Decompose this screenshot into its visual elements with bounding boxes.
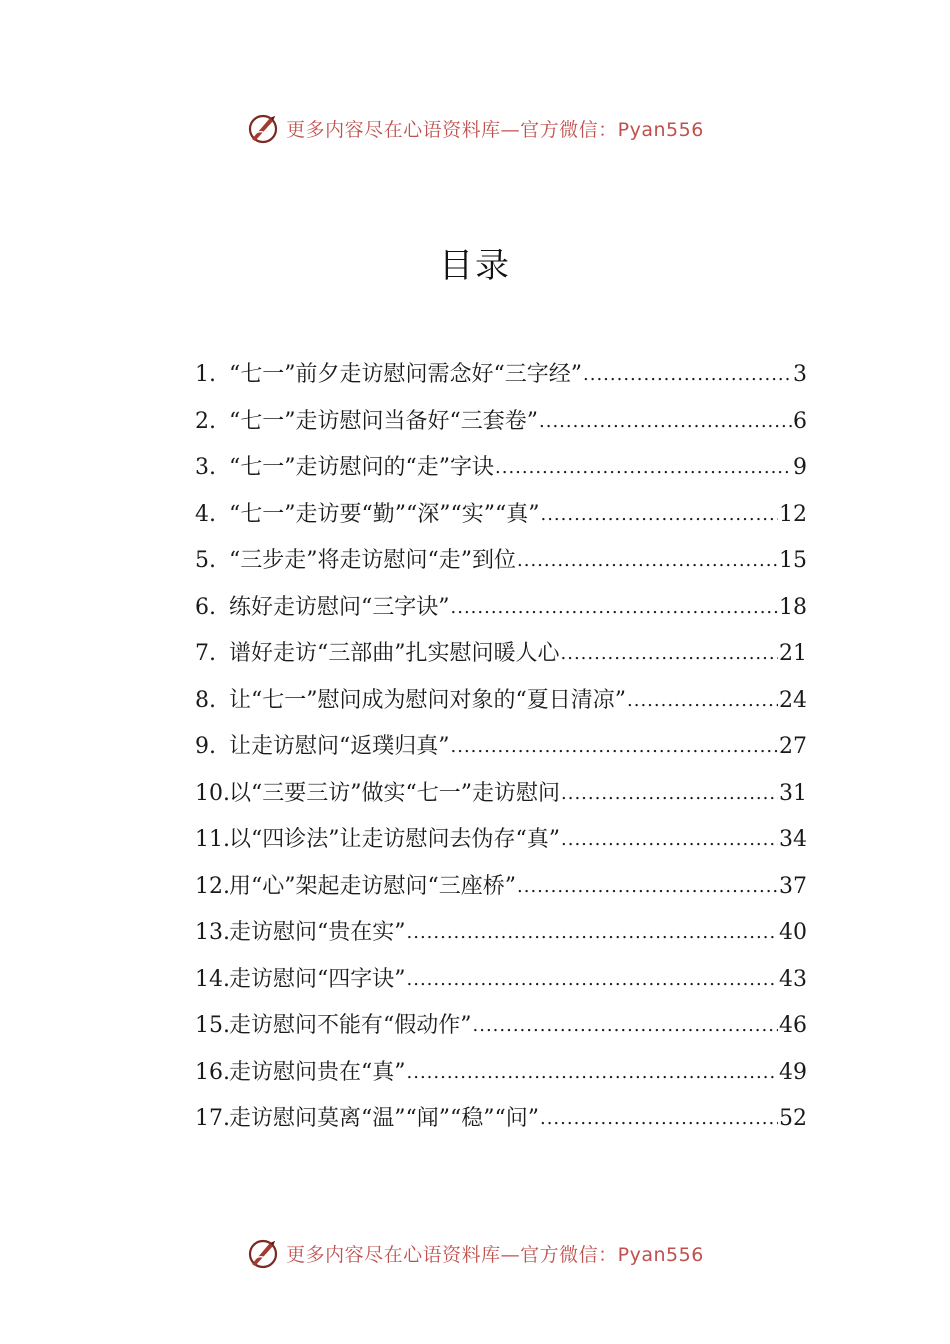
toc-entry-title: “三步走”将走访慰问“走”到位 xyxy=(229,548,516,574)
toc-entry-number: 11. xyxy=(195,827,230,853)
toc-entry-page: 31 xyxy=(779,780,807,806)
toc-entry-page: 40 xyxy=(779,920,807,946)
toc-entry-number: 7. xyxy=(195,641,216,667)
toc-entry-title: 以“三要三访”做实“七一”走访慰问 xyxy=(229,780,560,806)
wechat-id: Pyan556 xyxy=(617,118,704,141)
toc-entry-number: 15. xyxy=(195,1013,230,1039)
toc-dot-leader xyxy=(407,1062,779,1084)
toc-entry-number: 14. xyxy=(195,966,230,992)
toc-entry-title: 走访慰问不能有“假动作” xyxy=(229,1013,472,1039)
toc-entry-title: 谱好走访“三部曲”扎实慰问暖人心 xyxy=(229,641,560,667)
toc-dot-leader xyxy=(407,969,779,991)
pen-logo-icon xyxy=(246,1235,282,1271)
toc-entry[interactable] xyxy=(195,678,807,725)
toc-entry[interactable] xyxy=(195,910,807,957)
toc-entry-page: 9 xyxy=(793,455,807,481)
toc-entry-title: “七一”走访要“勤”“深”“实”“真” xyxy=(229,501,540,527)
toc-entry[interactable] xyxy=(195,724,807,771)
toc-dot-leader xyxy=(517,876,778,898)
toc-entry-title: 让走访慰问“返璞归真” xyxy=(229,734,450,760)
toc-entry-title: 走访慰问“四字诀” xyxy=(229,966,406,992)
toc-entry-number: 3. xyxy=(195,455,216,481)
wechat-id: Pyan556 xyxy=(617,1243,704,1266)
toc-entry-number: 4. xyxy=(195,501,216,527)
toc-entry-title: 用“心”架起走访慰问“三座桥” xyxy=(229,873,516,899)
toc-entry[interactable] xyxy=(195,538,807,585)
toc-dot-leader xyxy=(540,504,778,526)
table-of-contents xyxy=(195,352,807,1143)
toc-entry-page: 46 xyxy=(779,1013,807,1039)
toc-entry-number: 2. xyxy=(195,408,216,434)
toc-entry-title: “七一”走访慰问当备好“三套卷” xyxy=(229,408,538,434)
toc-dot-leader xyxy=(561,643,779,665)
toc-dot-leader xyxy=(561,829,778,851)
toc-dot-leader xyxy=(473,1015,779,1037)
toc-entry[interactable] xyxy=(195,771,807,818)
toc-entry-page: 18 xyxy=(779,594,807,620)
toc-entry-title: “七一”走访慰问的“走”字诀 xyxy=(229,455,494,481)
toc-entry-page: 52 xyxy=(779,1106,807,1132)
toc-entry[interactable] xyxy=(195,585,807,632)
toc-entry[interactable] xyxy=(195,352,807,399)
toc-entry-number: 10. xyxy=(195,780,230,806)
banner-text: 更多内容尽在心语资料库—官方微信：Pyan556 xyxy=(286,118,704,141)
toc-entry-page: 15 xyxy=(779,548,807,574)
toc-entry[interactable] xyxy=(195,817,807,864)
toc-entry-page: 27 xyxy=(779,734,807,760)
toc-dot-leader xyxy=(495,457,792,479)
toc-dot-leader xyxy=(407,922,779,944)
toc-dot-leader xyxy=(539,411,792,433)
banner-text: 更多内容尽在心语资料库—官方微信：Pyan556 xyxy=(286,1243,704,1266)
toc-dot-leader xyxy=(451,736,779,758)
toc-entry-title: 走访慰问莫离“温”“闻”“稳”“问” xyxy=(229,1106,539,1132)
toc-entry-title: 练好走访慰问“三字诀” xyxy=(229,594,450,620)
toc-entry-page: 37 xyxy=(779,873,807,899)
toc-entry-page: 34 xyxy=(779,827,807,853)
toc-entry-number: 17. xyxy=(195,1106,230,1132)
footer-banner xyxy=(0,1233,950,1273)
header-banner xyxy=(0,108,950,148)
toc-entry[interactable] xyxy=(195,492,807,539)
toc-entry-number: 5. xyxy=(195,548,216,574)
toc-entry-page: 21 xyxy=(779,641,807,667)
toc-dot-leader xyxy=(517,550,778,572)
toc-entry-page: 6 xyxy=(793,408,807,434)
toc-entry-title: 走访慰问“贵在实” xyxy=(229,920,406,946)
toc-entry[interactable] xyxy=(195,1096,807,1143)
toc-entry-number: 9. xyxy=(195,734,216,760)
toc-entry-number: 1. xyxy=(195,362,216,388)
toc-entry-title: 以“四诊法”让走访慰问去伪存“真” xyxy=(229,827,560,853)
toc-entry[interactable] xyxy=(195,399,807,446)
toc-entry-number: 13. xyxy=(195,920,230,946)
toc-entry[interactable] xyxy=(195,1050,807,1097)
toc-entry-page: 24 xyxy=(779,687,807,713)
toc-entry[interactable] xyxy=(195,631,807,678)
toc-dot-leader xyxy=(561,783,778,805)
toc-entry[interactable] xyxy=(195,1003,807,1050)
toc-entry-title: “七一”前夕走访慰问需念好“三字经” xyxy=(229,362,582,388)
toc-dot-leader xyxy=(583,364,792,386)
toc-dot-leader xyxy=(540,1108,778,1130)
toc-dot-leader xyxy=(627,690,778,712)
toc-entry[interactable] xyxy=(195,957,807,1004)
pen-logo-icon xyxy=(246,110,282,146)
toc-entry[interactable] xyxy=(195,445,807,492)
toc-entry-number: 16. xyxy=(195,1059,230,1085)
toc-entry-page: 3 xyxy=(793,362,807,388)
toc-entry-title: 让“七一”慰问成为慰问对象的“夏日清凉” xyxy=(229,687,626,713)
toc-entry-page: 43 xyxy=(779,966,807,992)
toc-dot-leader xyxy=(451,597,779,619)
toc-entry-page: 49 xyxy=(779,1059,807,1085)
toc-entry-page: 12 xyxy=(779,501,807,527)
page-title: 目录 xyxy=(439,246,511,286)
toc-entry-number: 8. xyxy=(195,687,216,713)
toc-entry-number: 6. xyxy=(195,594,216,620)
toc-entry[interactable] xyxy=(195,864,807,911)
toc-entry-title: 走访慰问贵在“真” xyxy=(229,1059,406,1085)
toc-entry-number: 12. xyxy=(195,873,230,899)
